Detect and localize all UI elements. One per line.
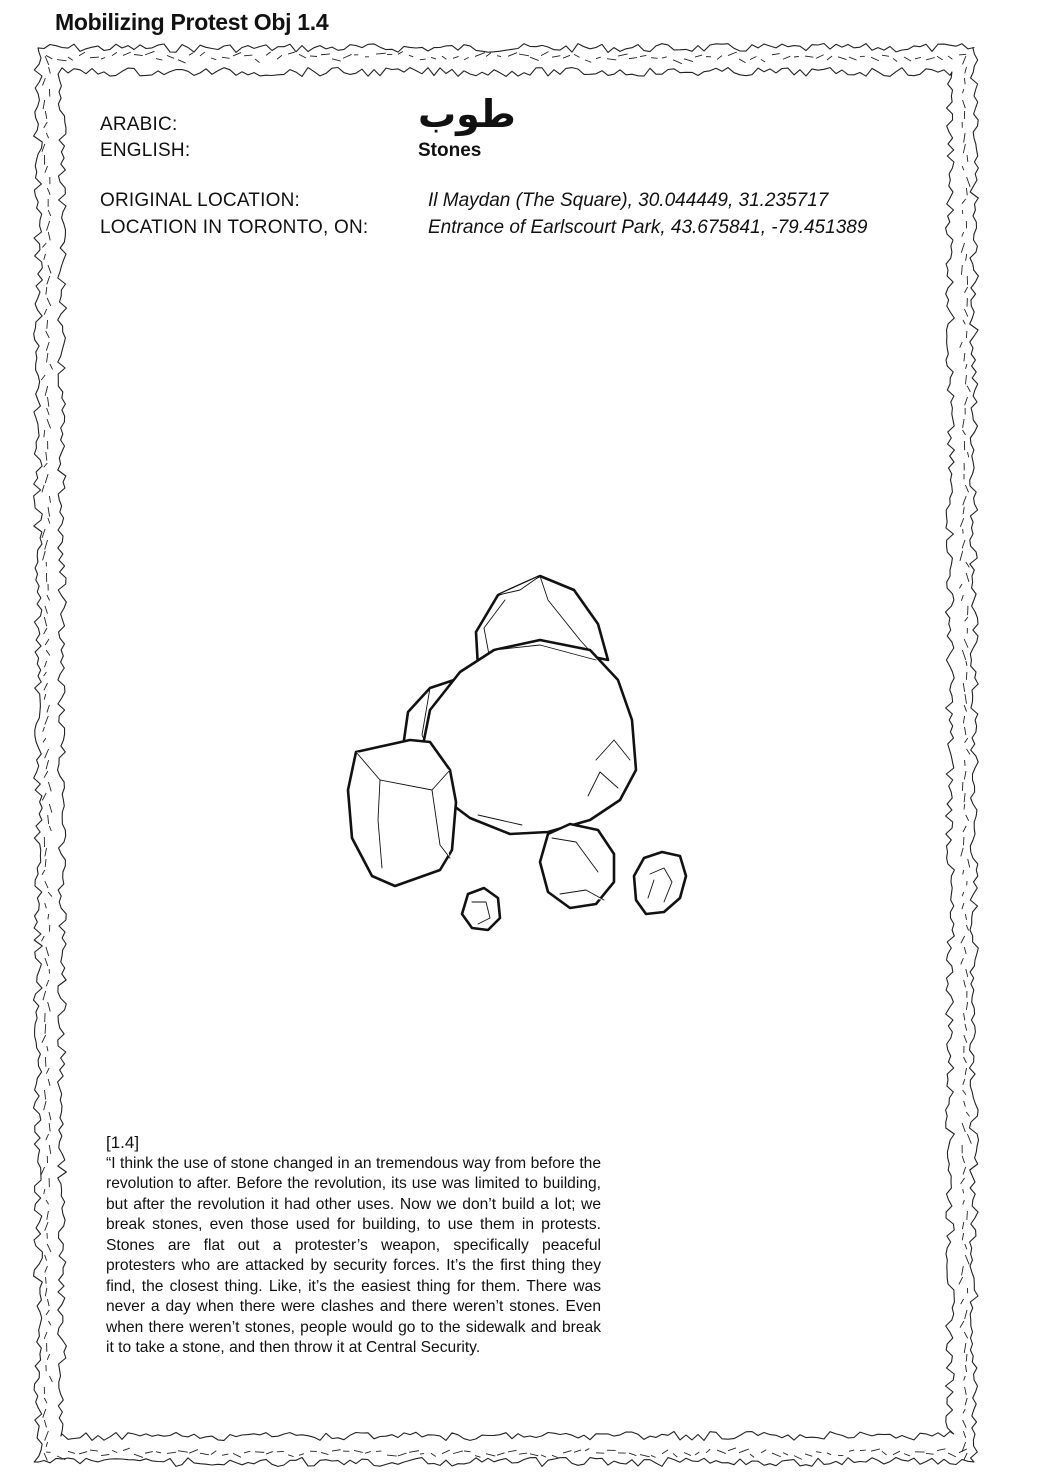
- stone-lower-middle: [540, 824, 614, 908]
- quote-text: “I think the use of stone changed in an tremendous way from before the revolution to after. Before the revolution, its use was limited to building, but after the revolution it had other uses. Now we don’t build a lot; we break stones, even those used for building, to use them in protests. Stones are flat out a protester’s weapon, specifically peaceful protesters who are attacked by security forces. It’s the first thing they find, the closest thing. Like, it’s the easiest thing for them. There was never a day when there were clashes and there weren’t stones. Even when there weren’t stones, people would go to the sidewalk and break it to take a stone, and then throw it at Central Security.: [106, 1154, 601, 1356]
- page-title: Mobilizing Protest Obj 1.4: [55, 9, 329, 35]
- original-location-value: Il Maydan (The Square), 30.044449, 31.235717: [428, 190, 829, 211]
- toronto-location-label: LOCATION IN TORONTO, ON:: [100, 217, 369, 238]
- stone-pebble: [462, 888, 500, 930]
- quote-block: [106, 1133, 601, 1359]
- original-location-label: ORIGINAL LOCATION:: [100, 190, 300, 211]
- arabic-label: ARABIC:: [100, 114, 178, 135]
- english-label: ENGLISH:: [100, 140, 191, 161]
- quote-reference: [1.4]: [106, 1133, 140, 1152]
- toronto-location-value: Entrance of Earlscourt Park, 43.675841, -79.451389: [428, 217, 868, 238]
- stone-right: [634, 852, 686, 914]
- stone-left: [348, 740, 456, 886]
- english-word: Stones: [418, 140, 482, 161]
- arabic-word: طوب: [418, 92, 516, 136]
